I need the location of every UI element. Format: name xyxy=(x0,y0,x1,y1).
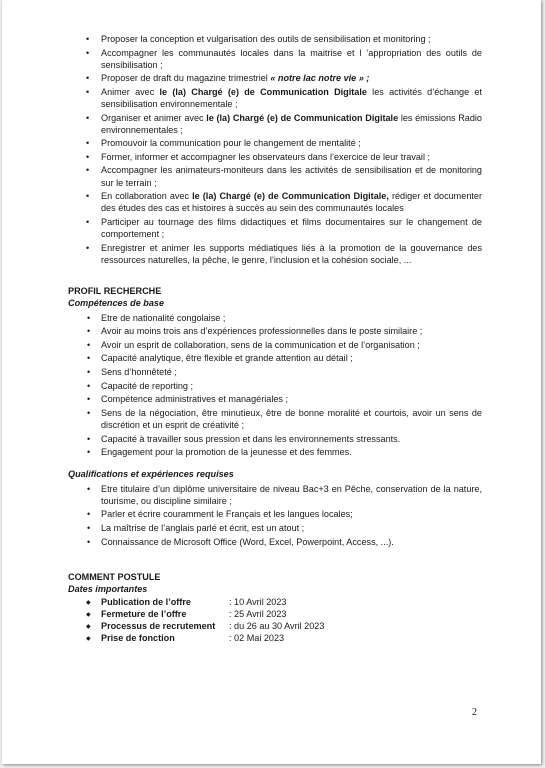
duty-text: Enregistrer et animer les supports médiatiques liés à la promotion de la gouvernance des ressources naturelles, la pêche, le genre, l’inclusion et la cohésion sociale, ... xyxy=(101,242,482,265)
duty-item xyxy=(68,47,482,71)
duty-text: Proposer la conception et vulgarisation des outils de sensibilisation et monitoring ; xyxy=(101,34,431,44)
qualification-item: • Etre titulaire d’un diplôme universitaire de niveau Bac+3 en Pêche, conservation de la nature, tourisme, ou discipline similaire ; xyxy=(68,483,482,507)
date-label: ◆ Processus de recrutement xyxy=(101,620,216,631)
duty-text: Promouvoir la communication pour le changement de mentalité ; xyxy=(101,138,361,149)
date-item xyxy=(68,620,482,632)
duty-text: Animer avec xyxy=(101,86,160,97)
duty-item xyxy=(68,72,482,84)
duty-text: Former, informer et accompagner les observateurs dans l’exercice de leur travail ; xyxy=(101,151,431,162)
date-value: : 10 Avril 2023 xyxy=(229,596,287,607)
duty-item xyxy=(68,86,482,110)
skills-list xyxy=(68,312,482,459)
date-item xyxy=(68,596,482,608)
duty-text: le (la) Chargé (e) de Communication Digitale, xyxy=(192,191,389,202)
duty-text: le (la) Chargé (e) de Communication Digitale xyxy=(159,86,367,97)
duty-item xyxy=(68,137,482,149)
duty-text: Accompagner les animateurs-moniteurs dans les activités de sensibilisation et de monitoring sur le terrain ; xyxy=(101,165,482,188)
apply-heading: COMMENT POSTULE xyxy=(68,571,161,582)
duty-text: rédiger et documenter des études des cas et histoires à succès au sein des communautés locales xyxy=(101,191,482,214)
date-label: ◆ Prise de fonction xyxy=(101,632,175,643)
qualifications-list xyxy=(68,483,482,548)
dates-list xyxy=(68,596,482,644)
skill-item: • Engagement pour la promotion de la jeunesse et des femmes. xyxy=(68,446,482,458)
date-value: : du 26 au 30 Avril 2023 xyxy=(229,620,325,631)
duty-text: Participer au tournage des films didactiques et films documentaires sur le changement de comportement ; xyxy=(101,216,482,239)
duty-item xyxy=(68,190,482,214)
skill-item: • Capacité à travailler sous pression et dans les environnements stressants. xyxy=(68,433,482,445)
duty-text: les émissions Radio environnementales ; xyxy=(101,112,482,135)
skill-item: • Capacité analytique, être flexible et grande attention au détail ; xyxy=(68,352,482,364)
spacer xyxy=(68,460,482,468)
qualifications-heading: Qualifications et expériences requises xyxy=(68,468,234,479)
dates-heading: Dates importantes xyxy=(68,583,148,594)
skill-item: • Avoir au moins trois ans d’expériences professionnelles dans le poste similaire ; xyxy=(68,325,482,337)
duty-text: Accompagner les communautés locales dans la maitrise et l ’appropriation des outils de sensibilisation ; xyxy=(101,47,482,70)
duty-text: le (la) Chargé (e) de Communication Digitale xyxy=(206,112,399,123)
duty-item xyxy=(68,164,482,188)
duty-text: les activités d’échange et sensibilisation environnementale ; xyxy=(101,86,482,109)
duty-item xyxy=(68,112,482,136)
profile-heading: PROFIL RECHERCHE xyxy=(68,285,162,296)
duty-item xyxy=(68,33,482,45)
duty-text: « notre lac notre vie » ; xyxy=(270,73,370,84)
date-item xyxy=(68,608,482,620)
date-label: ◆ Fermeture de l’offre xyxy=(101,608,187,619)
duty-item xyxy=(68,216,482,240)
date-value: : 02 Mai 2023 xyxy=(229,632,285,643)
qualification-item: • Parler et écrire couramment le Français et les langues locales; xyxy=(68,508,482,520)
page-content xyxy=(68,33,482,644)
document-page xyxy=(2,0,541,764)
duty-item xyxy=(68,242,482,266)
qualification-item: • La maîtrise de l’anglais parlé et écrit, est un atout ; xyxy=(68,522,482,534)
date-item xyxy=(68,632,482,644)
duty-text: Organiser et animer avec xyxy=(101,112,207,123)
duties-list xyxy=(68,33,482,266)
page-number: 2 xyxy=(472,707,477,718)
date-value: : 25 Avril 2023 xyxy=(229,608,287,619)
skill-item: • Compétence administratives et managériales ; xyxy=(68,393,482,405)
skill-item: • Sens d’honnêteté ; xyxy=(68,366,482,378)
date-label: ◆ Publication de l’offre xyxy=(101,596,191,607)
skill-item: • Etre de nationalité congolaise ; xyxy=(68,312,482,324)
duty-text: En collaboration avec xyxy=(101,191,193,202)
duty-item xyxy=(68,151,482,163)
skills-heading: Compétences de base xyxy=(68,297,165,308)
qualification-item: • Connaissance de Microsoft Office (Word, Excel, Powerpoint, Access, ...). xyxy=(68,536,482,548)
skill-item: • Capacité de reporting ; xyxy=(68,380,482,392)
duty-text: Proposer de draft du magazine trimestriel xyxy=(101,73,271,84)
skill-item: • Avoir un esprit de collaboration, sens de la communication et de l’organisation ; xyxy=(68,339,482,351)
skill-item: • Sens de la négociation, être minutieux, être de bonne moralité et courtois, avoir un sens de discrétion et un esprit de créativité ; xyxy=(68,407,482,431)
